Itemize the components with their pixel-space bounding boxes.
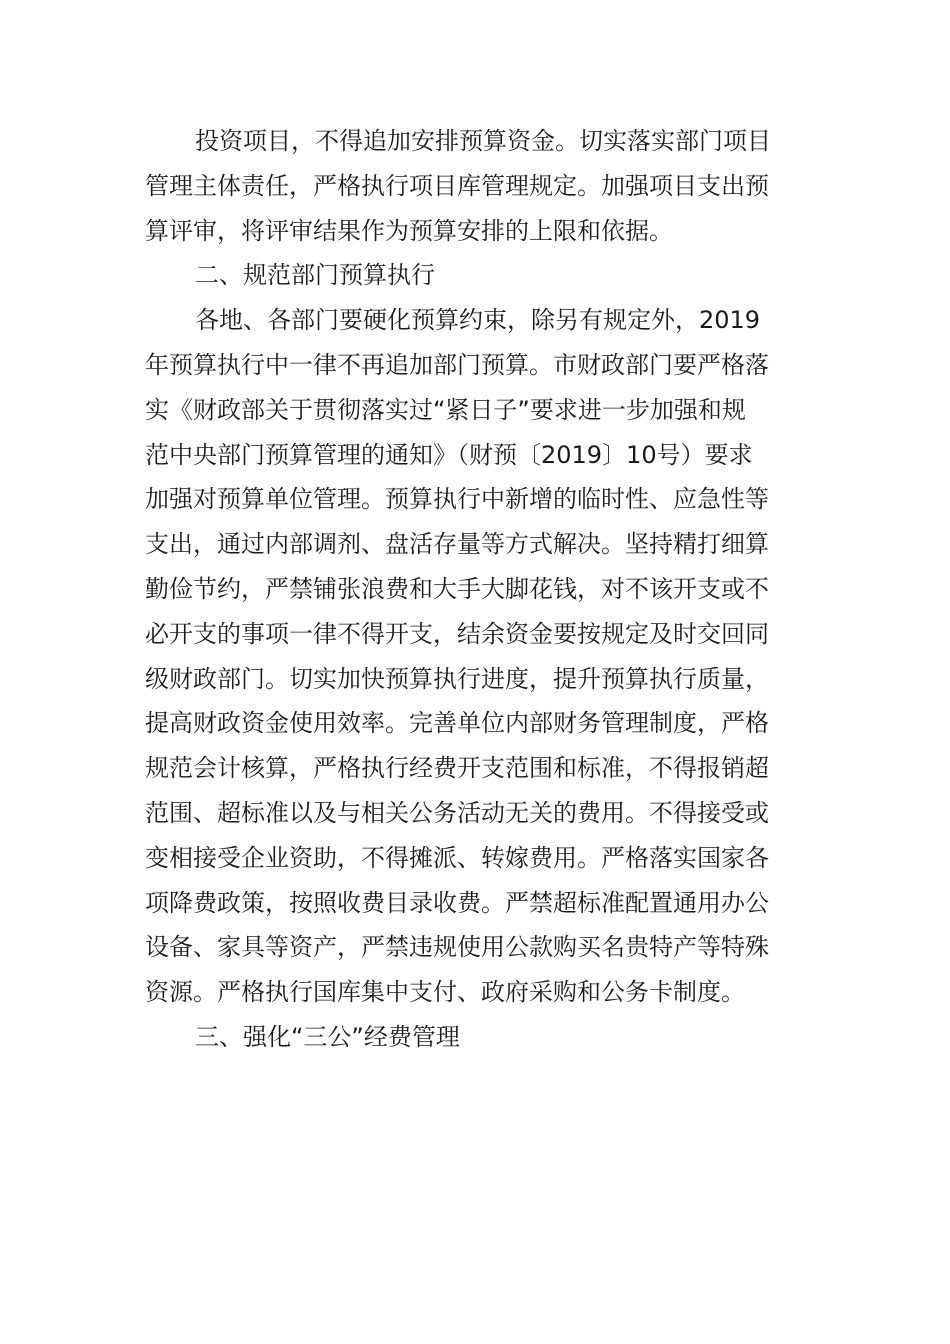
section-heading: 二、规范部门预算执行	[195, 261, 435, 290]
document-body	[145, 119, 810, 1060]
paragraph-line: 级财政部门。切实加快预算执行进度，提升预算执行质量，	[145, 664, 769, 693]
paragraph-line: 提高财政资金使用效率。完善单位内部财务管理制度，严格	[145, 709, 769, 738]
paragraph-line: 加强对预算单位管理。预算执行中新增的临时性、应急性等	[145, 485, 769, 514]
section-heading: 三、强化“三公”经费管理	[195, 1022, 460, 1051]
paragraph-line: 年预算执行中一律不再追加部门预算。市财政部门要严格落	[145, 350, 769, 379]
paragraph-line: 支出，通过内部调剂、盘活存量等方式解决。坚持精打细算	[145, 530, 769, 559]
paragraph-line: 各地、各部门要硬化预算约束，除另有规定外，2019	[195, 306, 761, 335]
paragraph-line: 设备、家具等资产，严禁违规使用公款购买名贵特产等特殊	[145, 933, 769, 962]
paragraph-line: 规范会计核算，严格执行经费开支范围和标准，不得报销超	[145, 754, 769, 783]
paragraph-line: 资源。严格执行国库集中支付、政府采购和公务卡制度。	[145, 978, 745, 1007]
paragraph-line: 实《财政部关于贯彻落实过“紧日子”要求进一步加强和规	[145, 395, 746, 424]
paragraph-line: 范围、超标准以及与相关公务活动无关的费用。不得接受或	[145, 798, 769, 827]
paragraph-line: 勤俭节约，严禁铺张浪费和大手大脚花钱，对不该开支或不	[145, 574, 769, 603]
paragraph-line: 投资项目，不得追加安排预算资金。切实落实部门项目	[195, 127, 771, 155]
paragraph-line: 变相接受企业资助，不得摊派、转嫁费用。严格落实国家各	[145, 843, 769, 872]
paragraph-line: 算评审，将评审结果作为预算安排的上限和依据。	[145, 216, 673, 245]
paragraph-line: 必开支的事项一律不得开支，结余资金要按规定及时交回同	[145, 619, 769, 648]
paragraph-line: 管理主体责任，严格执行项目库管理规定。加强项目支出预	[145, 171, 769, 200]
paragraph-line: 范中央部门预算管理的通知》（财预〔2019〕10号）要求	[145, 440, 753, 469]
paragraph-line: 项降费政策，按照收费目录收费。严禁超标准配置通用办公	[145, 888, 769, 917]
